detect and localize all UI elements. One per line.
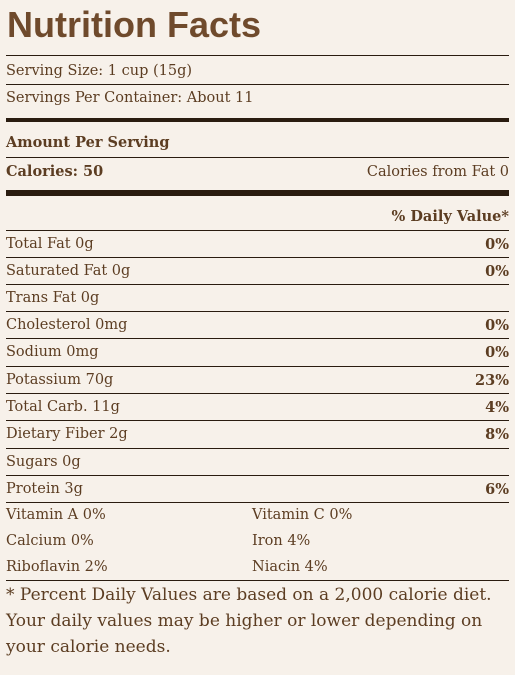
nutrient-row	[6, 258, 509, 284]
serving-size-text: Serving Size: 1 cup (15g)	[6, 62, 193, 79]
nutrient-row	[6, 394, 509, 420]
nutrient-label: Total Carb. 11g	[6, 399, 120, 415]
amount-per-serving-text: Amount Per Serving	[6, 134, 170, 151]
vitamin-item: Calcium 0%	[6, 533, 94, 549]
divider-thick	[6, 118, 509, 122]
nutrient-dv: 23%	[475, 371, 509, 389]
nutrient-row	[6, 231, 509, 257]
nutrition-facts-title: Nutrition Facts	[7, 4, 262, 45]
nutrient-label: Potassium 70g	[6, 372, 114, 388]
nutrient-dv: 0%	[485, 316, 509, 334]
divider	[6, 55, 509, 56]
nutrient-row	[6, 312, 509, 338]
calories-from-fat: Calories from Fat 0	[366, 163, 509, 180]
nutrient-row	[6, 339, 509, 365]
nutrient-label: Saturated Fat 0g	[6, 263, 131, 279]
divider-thick	[6, 190, 509, 196]
calories-row	[6, 158, 509, 185]
nutrient-label: Dietary Fiber 2g	[6, 426, 128, 442]
vitamin-item: Riboflavin 2%	[6, 559, 108, 575]
vitamin-item: Niacin 4%	[252, 559, 328, 575]
servings-per-container-text: Servings Per Container: About 11	[6, 90, 254, 106]
nutrient-row	[6, 449, 509, 475]
nutrient-label: Cholesterol 0mg	[6, 317, 128, 333]
nutrient-label: Protein 3g	[6, 481, 83, 497]
nutrient-row	[6, 285, 509, 311]
daily-value-header-text: % Daily Value*	[391, 208, 509, 225]
nutrient-row	[6, 421, 509, 447]
amount-per-serving	[6, 129, 509, 156]
nutrient-dv: 4%	[485, 398, 509, 416]
serving-size	[6, 57, 509, 84]
nutrient-dv: 0%	[485, 343, 509, 361]
nutrient-row	[6, 367, 509, 393]
vitamin-item: Iron 4%	[252, 533, 311, 549]
nutrient-row	[6, 476, 509, 502]
nutrient-label: Sugars 0g	[6, 454, 81, 470]
daily-value-header	[6, 203, 509, 230]
footnote: * Percent Daily Values are based on a 2,000 calorie diet. Your daily values may be higher or lower depending on your calorie needs.	[6, 585, 492, 657]
nutrient-label: Sodium 0mg	[6, 344, 99, 360]
nutrient-dv: 0%	[485, 235, 509, 253]
nutrient-label: Total Fat 0g	[6, 236, 94, 252]
vitamin-item: Vitamin C 0%	[252, 507, 353, 523]
servings-per-container	[6, 85, 509, 111]
nutrient-dv: 8%	[485, 425, 509, 443]
vitamin-item: Vitamin A 0%	[6, 507, 106, 523]
nutrient-dv: 0%	[485, 262, 509, 280]
divider	[6, 580, 509, 581]
divider	[6, 502, 509, 503]
nutrient-label: Trans Fat 0g	[6, 290, 100, 306]
nutrient-dv: 6%	[485, 480, 509, 498]
calories-label: Calories: 50	[6, 163, 104, 180]
